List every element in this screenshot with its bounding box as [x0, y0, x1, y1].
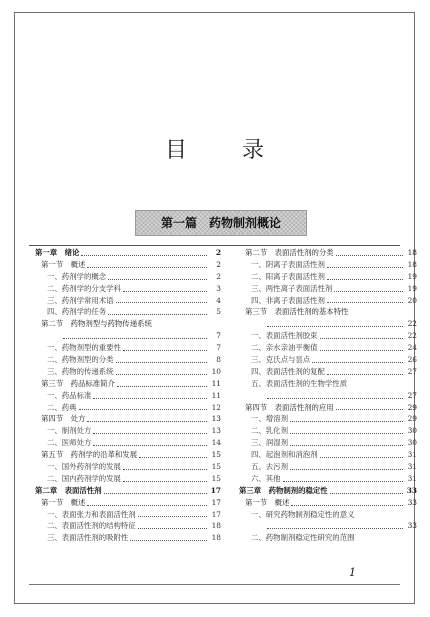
dot-leader [123, 346, 207, 351]
toc-item[interactable] [35, 354, 221, 366]
toc-section[interactable] [239, 497, 417, 509]
toc-entry-title: 一、表面张力和表面活性剂 [47, 509, 136, 519]
toc-entry-title: 第一章 绪论 [35, 247, 80, 257]
toc-entry-title: 一、药品标准 [47, 390, 92, 400]
toc-item[interactable] [35, 425, 221, 437]
toc-entry-title: 三、表面活性剂的吸附性 [47, 533, 129, 543]
toc-entry-title: 第四节 表面活性剂的应用 [245, 402, 334, 412]
toc-entry-title: 一、表面活性剂胶束 [251, 331, 318, 341]
toc-entry-title: 第三节 表面活性剂的基本特性 [245, 307, 349, 317]
toc-entry-page: 17 [211, 509, 221, 519]
toc-entry-page: 14 [211, 438, 221, 448]
toc-item[interactable] [35, 473, 221, 485]
toc-item[interactable] [239, 461, 417, 473]
toc-item-continuation[interactable] [35, 330, 221, 342]
toc-entry-title: 一、增溶剂 [251, 414, 288, 424]
toc-entry-title: 二、医师处方 [47, 438, 92, 448]
toc-column-left [35, 247, 221, 544]
toc-entry-page: 30 [407, 426, 417, 436]
dot-leader [123, 465, 207, 470]
toc-entry-title: 四、药剂学的任务 [47, 307, 107, 317]
toc-entry-title: 第四节 处方 [41, 414, 86, 424]
toc-entry-title: 二、乳化剂 [251, 426, 288, 436]
toc-item[interactable] [239, 283, 417, 295]
toc-item[interactable] [35, 342, 221, 354]
dot-leader [327, 298, 403, 303]
toc-item[interactable] [239, 354, 417, 366]
toc-entry-title: 第三节 药品标准简介 [41, 378, 115, 388]
toc-section[interactable] [35, 318, 221, 330]
toc-item[interactable] [239, 425, 417, 437]
dot-leader [290, 441, 403, 446]
toc-entry-title: 一、国外药剂学的发展 [47, 462, 121, 472]
toc-item[interactable] [239, 509, 417, 521]
toc-section[interactable] [35, 449, 221, 461]
toc-entry-page: 4 [216, 295, 221, 305]
toc-entry-page: 18 [211, 533, 221, 543]
toc-entry-page: 11 [211, 378, 221, 388]
toc-entry-title: 二、药物剂型的分类 [47, 355, 114, 364]
toc-item[interactable] [239, 366, 417, 378]
toc-entry-title: 二、药物制剂稳定性研究的范围 [251, 533, 355, 543]
document-page [14, 12, 415, 604]
toc-entry-title: 第一节 概述 [41, 497, 86, 507]
dot-leader [63, 334, 207, 339]
dot-leader [123, 477, 207, 482]
toc-chapter[interactable] [35, 247, 221, 259]
toc-entry-title: 三、药剂学常用术语 [47, 295, 114, 305]
toc-item[interactable] [35, 306, 221, 318]
toc-item[interactable] [239, 271, 417, 283]
toc-entry-page: 18 [407, 259, 417, 269]
toc-section[interactable] [239, 306, 417, 318]
dot-leader [93, 429, 207, 434]
toc-item[interactable] [239, 413, 417, 425]
toc-entry-title: 第三章 药物制剂的稳定性 [239, 485, 328, 495]
toc-entry-title: 四、非离子表面活性剂 [251, 295, 325, 305]
toc-entry-title: 第二章 表面活性剂 [35, 485, 102, 495]
toc-item[interactable] [35, 295, 221, 307]
dot-leader [320, 334, 403, 339]
footer-rule [29, 584, 400, 585]
toc-entry-page: 33 [406, 485, 417, 495]
toc-entry-page: 17 [210, 485, 221, 495]
toc-item[interactable] [35, 532, 221, 544]
toc-entry-title: 五、表面活性剂的生物学性质 [251, 378, 348, 388]
toc-entry-title: 二、表面活性剂的结构特征 [47, 521, 136, 531]
dot-leader [130, 536, 207, 541]
toc-entry-page: 8 [216, 355, 221, 364]
toc-entry-page: 29 [407, 402, 417, 412]
toc-entry-title: 二、药剂学的分支学科 [47, 283, 121, 293]
toc-entry-page: 3 [216, 283, 221, 293]
toc-item[interactable] [239, 295, 417, 307]
toc-item[interactable] [35, 437, 221, 449]
toc-item[interactable] [239, 330, 417, 342]
toc-item[interactable] [35, 461, 221, 473]
dot-leader [116, 298, 207, 303]
dot-leader [330, 489, 403, 494]
toc-entry-page: 17 [211, 497, 221, 507]
part-banner: 第一篇 药物制剂概论 [135, 210, 307, 236]
toc-entry-page: 15 [211, 473, 221, 483]
toc-entry-page: 31 [407, 462, 417, 472]
dot-leader [108, 310, 207, 315]
toc-item[interactable] [239, 532, 417, 544]
dot-leader [87, 501, 207, 506]
toc-entry-title: 四、表面活性剂的复配 [251, 366, 325, 376]
toc-entry-title: 二、药典 [47, 402, 77, 412]
toc-section[interactable] [35, 413, 221, 425]
dot-leader [138, 512, 207, 517]
toc-entry-page: 29 [407, 414, 417, 424]
page-title: 目 录 [165, 138, 288, 163]
dot-leader [336, 405, 403, 410]
dot-leader [320, 346, 403, 351]
toc-entry-page: 27 [407, 390, 417, 400]
page-number: 1 [349, 566, 356, 579]
toc-item[interactable] [35, 520, 221, 532]
toc-entry-page: 31 [407, 450, 417, 460]
toc-entry-title: 二、阳离子表面活性剂 [251, 271, 325, 281]
dot-leader [104, 489, 207, 494]
header-rule [29, 245, 400, 246]
toc-section[interactable] [239, 247, 417, 259]
toc-section[interactable] [35, 378, 221, 390]
dot-leader [267, 322, 403, 327]
toc-entry-page: 13 [211, 426, 221, 436]
toc-entry-title: 第五节 药剂学的沿革和发展 [41, 450, 138, 460]
toc-entry-page: 27 [407, 366, 417, 376]
toc-entry-page: 10 [211, 366, 221, 376]
toc-item[interactable] [35, 402, 221, 414]
dot-leader [139, 453, 207, 458]
toc-column-right [239, 247, 417, 544]
toc-item[interactable] [35, 509, 221, 521]
toc-entry-page: 11 [211, 390, 221, 400]
toc-item[interactable] [239, 342, 417, 354]
toc-entry-title: 三、药物的传递系统 [47, 366, 114, 376]
dot-leader [320, 453, 403, 458]
toc-item[interactable] [239, 259, 417, 271]
toc-entry-title: 第二节 药物剂型与药物传递系统 [41, 319, 152, 329]
toc-entry-page: 12 [211, 402, 221, 412]
dot-leader [334, 287, 403, 292]
toc-entry-page: 22 [407, 319, 417, 329]
toc-entry-page: 22 [407, 331, 417, 341]
toc-entry-title: 五、去污剂 [251, 462, 288, 472]
toc-item[interactable] [239, 437, 417, 449]
toc-entry-title: 一、药物剂型的重要性 [47, 343, 121, 353]
toc-entry-page: 20 [407, 295, 417, 305]
toc-entry-page: 30 [407, 438, 417, 448]
toc-entry-title: 一、药剂学的概念 [47, 271, 107, 281]
toc-entry-title: 第二节 表面活性剂的分类 [245, 247, 334, 257]
toc-entry-page: 18 [407, 247, 417, 257]
toc-entry-title: 二、亲水亲油平衡值 [251, 343, 318, 353]
dot-leader [79, 405, 207, 410]
toc-item-continuation[interactable] [239, 390, 417, 402]
dot-leader [108, 275, 207, 280]
toc-entry-page: 15 [211, 462, 221, 472]
toc-entry-page: 2 [215, 247, 221, 257]
dot-leader [116, 370, 207, 375]
toc-entry-page: 33 [407, 497, 417, 507]
dot-leader [116, 358, 207, 363]
toc-entry-page: 26 [407, 355, 417, 364]
dot-leader [290, 429, 403, 434]
toc-entry-title: 一、制剂处方 [47, 426, 92, 436]
toc-item[interactable] [35, 390, 221, 402]
toc-item-continuation[interactable] [239, 318, 417, 330]
toc-entry-page: 15 [211, 450, 221, 460]
toc-chapter[interactable] [35, 485, 221, 497]
toc-entry-page: 2 [216, 259, 221, 269]
toc-entry-page: 5 [216, 307, 221, 317]
toc-entry-title: 一、阴离子表面活性剂 [251, 259, 325, 269]
toc-entry-title: 第一节 概述 [41, 259, 86, 269]
toc-entry-title: 三、克氏点与昙点 [251, 355, 311, 364]
dot-leader [327, 275, 403, 280]
toc-entry-page: 31 [407, 473, 417, 483]
toc-entry-page: 7 [216, 331, 221, 341]
toc-item[interactable] [35, 366, 221, 378]
toc-entry-title: 二、国内药剂学的发展 [47, 473, 121, 483]
toc-item[interactable] [35, 283, 221, 295]
toc-item-continuation[interactable] [239, 520, 417, 532]
dot-leader [117, 382, 207, 387]
toc-entry-page: 7 [216, 343, 221, 353]
toc-entry-title: 四、起泡剂和消泡剂 [251, 450, 318, 460]
toc-item[interactable] [239, 449, 417, 461]
dot-leader [283, 477, 403, 482]
dot-leader [327, 370, 403, 375]
dot-leader [267, 394, 403, 399]
toc-item[interactable] [35, 271, 221, 283]
toc-entry-page: 19 [407, 271, 417, 281]
dot-leader [327, 263, 403, 268]
dot-leader [93, 441, 207, 446]
dot-leader [87, 417, 207, 422]
toc-entry-page: 19 [407, 283, 417, 293]
dot-leader [87, 263, 207, 268]
toc-entry-page: 18 [211, 521, 221, 531]
toc-item[interactable] [239, 378, 417, 390]
toc-entry-page: 2 [216, 271, 221, 281]
dot-leader [291, 501, 403, 506]
toc-entry-page: 13 [211, 414, 221, 424]
toc-section[interactable] [239, 402, 417, 414]
toc-entry-title: 一、研究药物制剂稳定性的意义 [251, 509, 355, 519]
toc-entry-title: 三、润湿剂 [251, 438, 288, 448]
dot-leader [123, 287, 207, 292]
dot-leader [93, 394, 207, 399]
toc-entry-title: 六、其他 [251, 473, 281, 483]
toc-entry-page: 24 [407, 343, 417, 353]
toc-item[interactable] [239, 473, 417, 485]
toc-chapter[interactable] [239, 485, 417, 497]
toc-section[interactable] [35, 259, 221, 271]
dot-leader [81, 251, 207, 256]
dot-leader [290, 465, 403, 470]
dot-leader [312, 358, 403, 363]
dot-leader [336, 251, 403, 256]
toc-entry-title: 第一节 概述 [245, 497, 290, 507]
dot-leader [290, 417, 403, 422]
toc-entry-title: 三、两性离子表面活性剂 [251, 283, 333, 293]
dot-leader [267, 524, 403, 529]
toc-entry-page: 33 [407, 521, 417, 531]
toc-section[interactable] [35, 497, 221, 509]
dot-leader [138, 524, 207, 529]
